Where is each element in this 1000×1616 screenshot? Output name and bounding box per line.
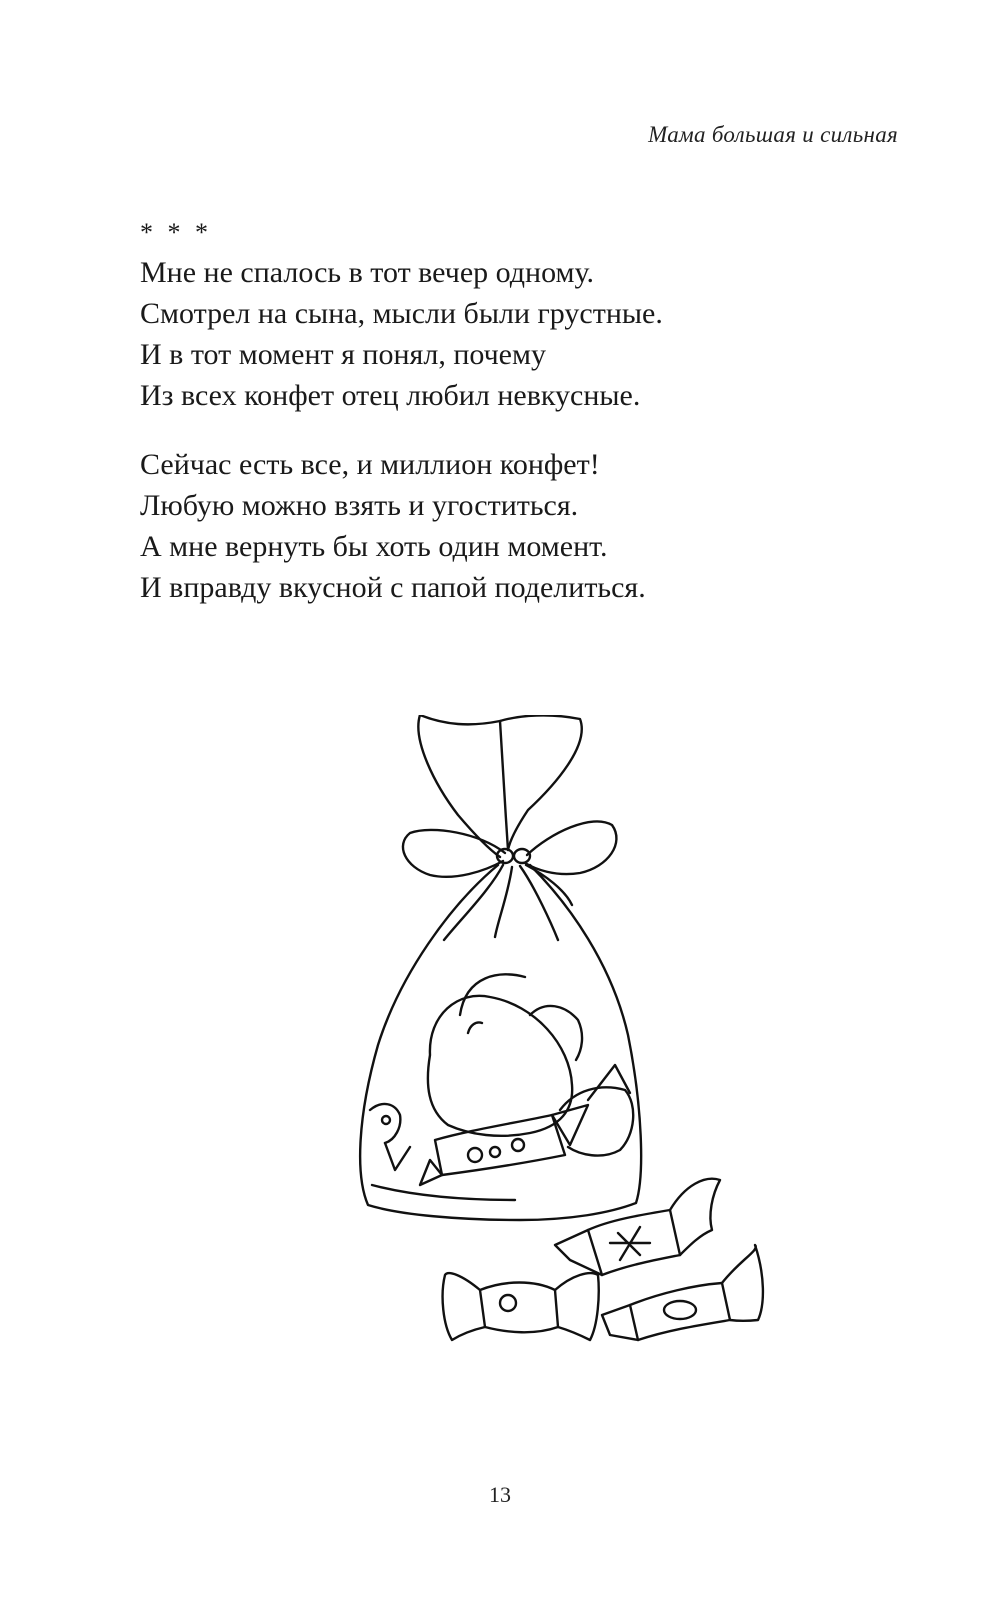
candy-bottom-right: [602, 1245, 763, 1340]
round-candy: [428, 996, 582, 1136]
poem-line: Мне не спалось в тот вечер одному.: [140, 256, 594, 289]
poem-line: Смотрел на сына, мысли были грустные.: [140, 297, 663, 330]
poem-line: Сейчас есть все, и миллион конфет!: [140, 448, 600, 481]
candy-bottom-left: [443, 1273, 599, 1340]
poem-line: Из всех конфет отец любил невкусные.: [140, 379, 641, 412]
stanza-2: [140, 444, 840, 608]
page-number: 13: [489, 1482, 511, 1507]
candy-bag-icon: [340, 715, 790, 1395]
running-head-title: Мама большая и сильная: [648, 122, 898, 147]
stanza-1: [140, 252, 840, 416]
poem: [140, 218, 840, 636]
inner-wrapped-candies: [370, 1065, 633, 1185]
poem-line: А мне вернуть бы хоть один момент.: [140, 530, 608, 563]
poem-line: И вправду вкусной с папой поделиться.: [140, 571, 646, 604]
poem-line: И в тот момент я понял, почему: [140, 338, 546, 371]
bow: [403, 821, 616, 940]
bag-top-ruffle: [418, 715, 581, 857]
poem-line: Любую можно взять и угоститься.: [140, 489, 579, 522]
stanza-separator: * * *: [140, 218, 212, 247]
